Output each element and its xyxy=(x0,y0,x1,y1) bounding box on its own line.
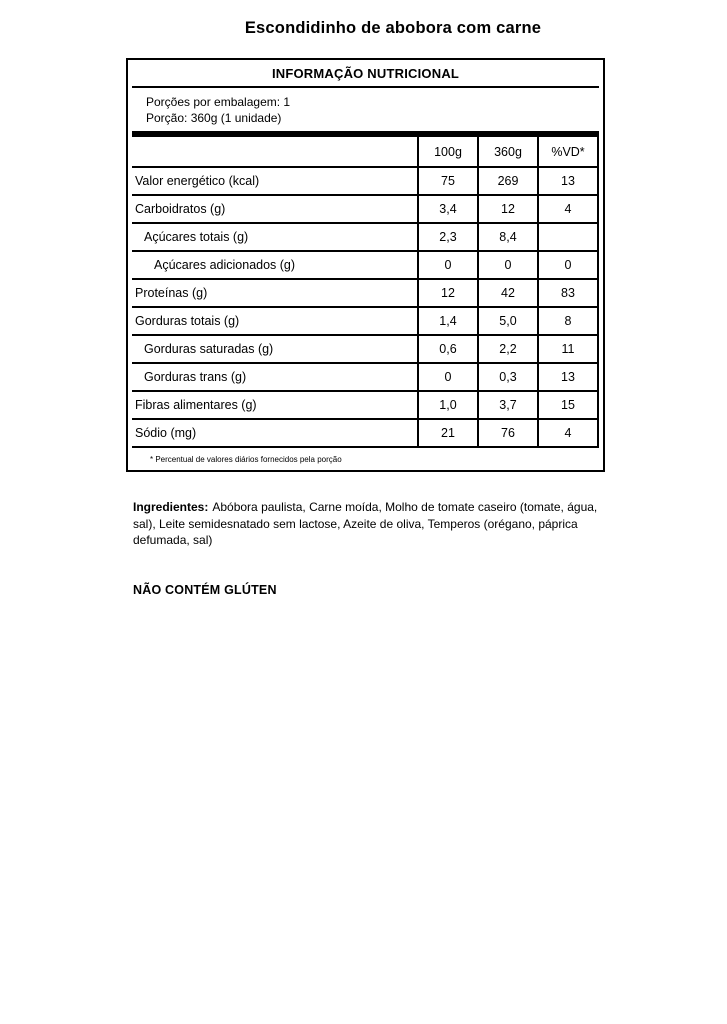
value-vd: 0 xyxy=(537,252,599,278)
nutrition-table xyxy=(132,137,599,448)
value-360g: 0,3 xyxy=(477,364,537,390)
ingredients-text: Abóbora paulista, Carne moída, Molho de tomate caseiro (tomate, água, sal), Leite semidesnatado sem lactose, Azeite de oliva, Temperos (orégano, páprica defumada, sal) xyxy=(133,500,598,547)
table-row xyxy=(132,194,599,222)
servings-block xyxy=(132,88,599,131)
value-100g: 1,4 xyxy=(417,308,477,334)
page-title: Escondidinho de abobora com carne xyxy=(244,19,542,37)
table-row xyxy=(132,418,599,446)
value-100g: 0 xyxy=(417,364,477,390)
value-360g: 3,7 xyxy=(477,392,537,418)
value-100g: 12 xyxy=(417,280,477,306)
ingredients-paragraph xyxy=(133,499,603,549)
column-header-vd: %VD* xyxy=(537,137,599,166)
value-100g: 21 xyxy=(417,420,477,446)
table-row xyxy=(132,362,599,390)
value-100g: 1,0 xyxy=(417,392,477,418)
column-header-row xyxy=(132,137,599,166)
nutrient-label: Gorduras totais (g) xyxy=(135,314,240,328)
servings-per-package: Porções por embalagem: 1 xyxy=(146,95,291,109)
table-row xyxy=(132,306,599,334)
daily-value-footnote: * Percentual de valores diários fornecidos pela porção xyxy=(150,455,342,464)
nutrient-label: Proteínas (g) xyxy=(135,286,208,300)
value-360g: 2,2 xyxy=(477,336,537,362)
nutrient-label: Gorduras trans (g) xyxy=(144,370,247,384)
nutrition-facts-box xyxy=(126,58,605,472)
value-vd xyxy=(537,224,599,250)
value-vd: 4 xyxy=(537,420,599,446)
nutrition-facts-inner xyxy=(132,60,599,464)
value-360g: 0 xyxy=(477,252,537,278)
table-row xyxy=(132,334,599,362)
value-360g: 76 xyxy=(477,420,537,446)
nutrient-label: Sódio (mg) xyxy=(135,426,197,440)
nutrient-label: Fibras alimentares (g) xyxy=(135,398,257,412)
gluten-free-note: NÃO CONTÉM GLÚTEN xyxy=(133,583,277,597)
ingredients-label: Ingredientes: xyxy=(133,500,209,514)
table-row xyxy=(132,278,599,306)
value-100g: 2,3 xyxy=(417,224,477,250)
nutrient-label: Açúcares adicionados (g) xyxy=(154,258,296,272)
serving-size: Porção: 360g (1 unidade) xyxy=(146,111,282,125)
value-vd: 13 xyxy=(537,168,599,194)
value-100g: 0,6 xyxy=(417,336,477,362)
column-header-spacer xyxy=(132,137,417,166)
value-360g: 8,4 xyxy=(477,224,537,250)
value-360g: 269 xyxy=(477,168,537,194)
nutrition-facts-title: INFORMAÇÃO NUTRICIONAL xyxy=(132,60,599,88)
column-header-360g: 360g xyxy=(477,137,537,166)
nutrient-label: Carboidratos (g) xyxy=(135,202,226,216)
value-360g: 42 xyxy=(477,280,537,306)
nutrient-label: Valor energético (kcal) xyxy=(135,174,260,188)
value-vd: 83 xyxy=(537,280,599,306)
value-vd: 4 xyxy=(537,196,599,222)
value-vd: 11 xyxy=(537,336,599,362)
value-360g: 12 xyxy=(477,196,537,222)
value-vd: 13 xyxy=(537,364,599,390)
value-vd: 15 xyxy=(537,392,599,418)
table-row xyxy=(132,166,599,194)
value-vd: 8 xyxy=(537,308,599,334)
column-header-100g: 100g xyxy=(417,137,477,166)
value-100g: 75 xyxy=(417,168,477,194)
value-100g: 0 xyxy=(417,252,477,278)
nutrient-label: Gorduras saturadas (g) xyxy=(144,342,274,356)
value-100g: 3,4 xyxy=(417,196,477,222)
nutrient-label: Açúcares totais (g) xyxy=(144,230,249,244)
table-row xyxy=(132,250,599,278)
table-row xyxy=(132,390,599,418)
table-row xyxy=(132,222,599,250)
value-360g: 5,0 xyxy=(477,308,537,334)
